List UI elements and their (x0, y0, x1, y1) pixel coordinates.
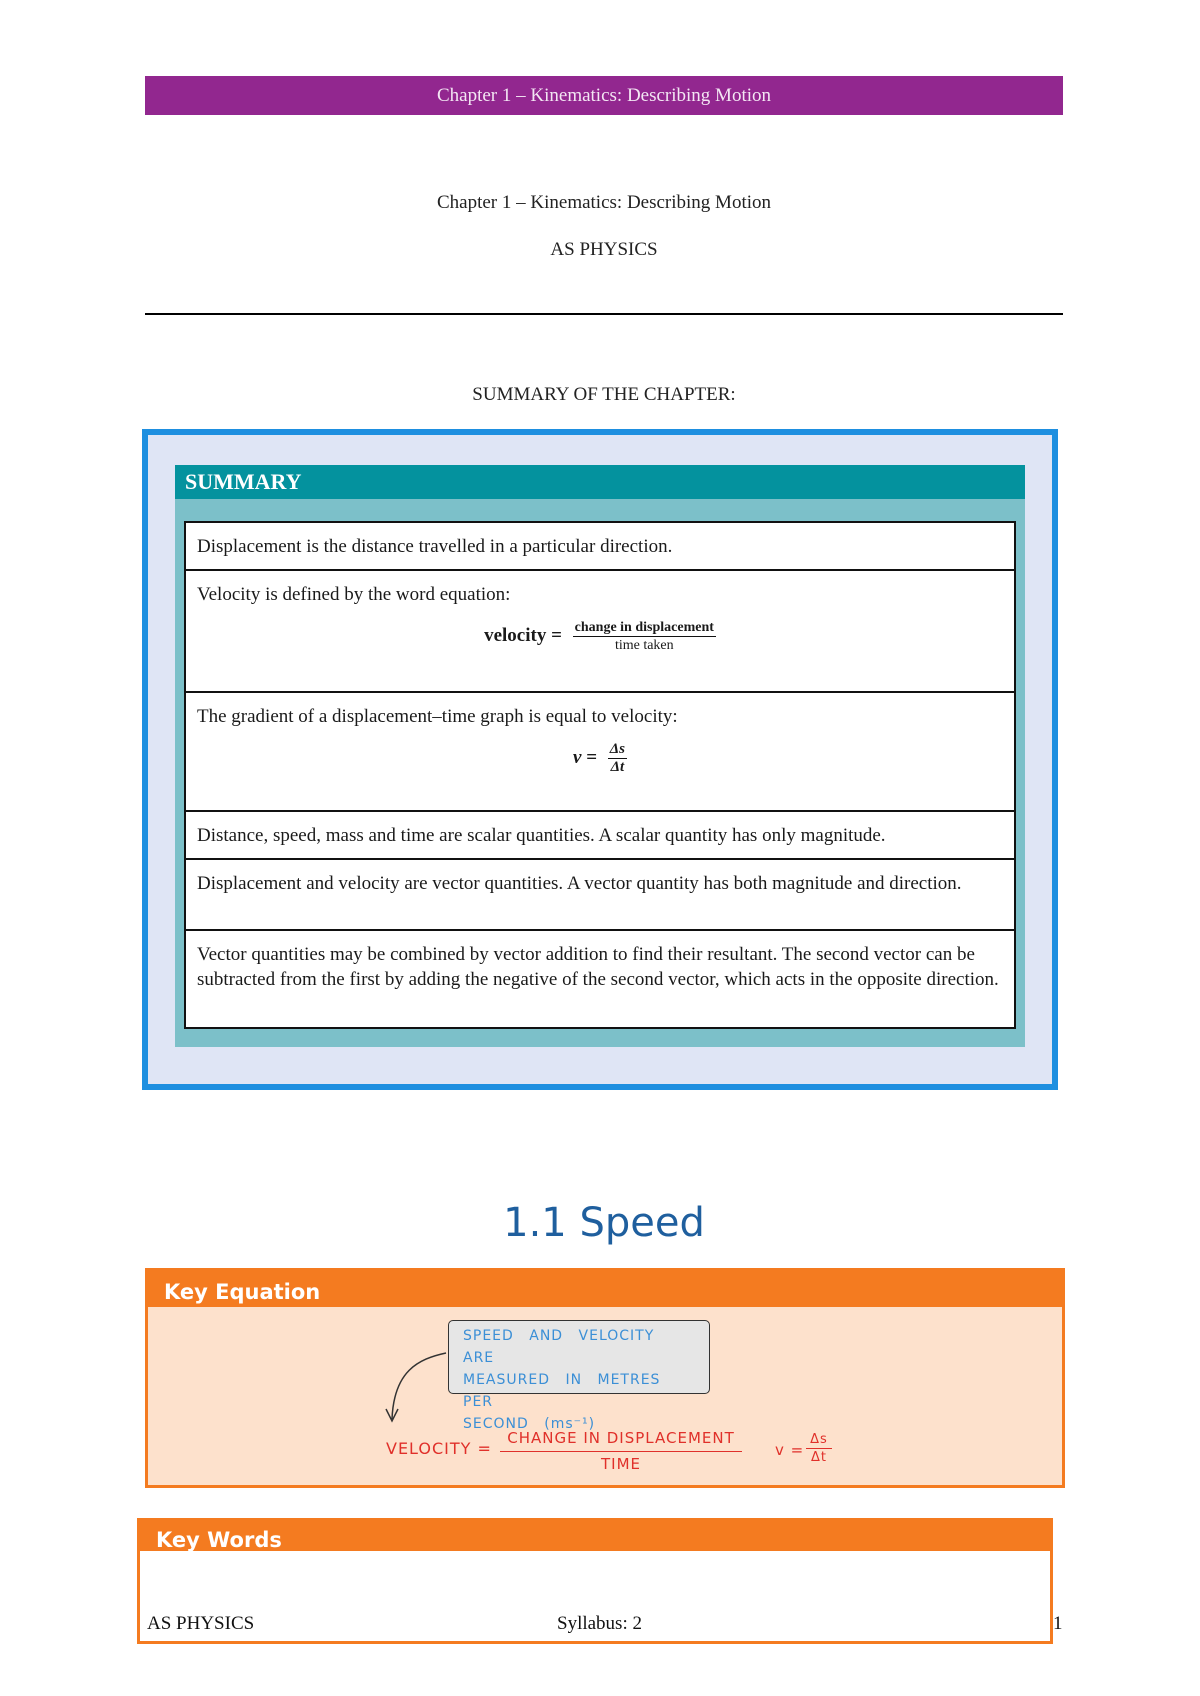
summary-row-text: Displacement is the distance travelled in a particular direction. (197, 536, 673, 557)
units-note-line: MEASURED IN METRES PER (463, 1372, 661, 1410)
summary-title: SUMMARY (175, 465, 1025, 499)
summary-row-text: Displacement and velocity are vector quantities. A vector quantity has both magnitude and direction. (197, 873, 962, 894)
summary-row-text: Velocity is defined by the word equation: (197, 584, 511, 605)
equation-denominator: TIME (600, 1455, 641, 1473)
gradient-eq-lhs: v = (572, 746, 597, 768)
page-number: 1 (1053, 1613, 1063, 1634)
summary-row (186, 571, 1014, 693)
summary-row (186, 860, 1014, 931)
v-fraction (806, 1431, 832, 1466)
equation-numerator: CHANGE IN DISPLACEMENT (500, 1429, 742, 1452)
velocity-eq-lhs: velocity = (484, 624, 562, 646)
gradient-eq-fraction (608, 741, 627, 776)
gradient-equation (197, 741, 1003, 776)
v-equals-label: v = (775, 1441, 805, 1459)
velocity-eq-numerator: change in displacement (574, 620, 714, 635)
units-note-line: SPEED AND VELOCITY ARE (463, 1328, 655, 1366)
velocity-eq-denominator: time taken (614, 638, 674, 653)
summary-heading: SUMMARY OF THE CHAPTER: (472, 384, 736, 405)
summary-row (186, 812, 1014, 860)
units-note-line: SECOND (ms⁻¹) (463, 1416, 596, 1432)
document-subtitle: AS PHYSICS (550, 239, 658, 260)
velocity-label: VELOCITY = (386, 1439, 492, 1458)
summary-row-text: The gradient of a displacement–time graph is equal to velocity: (197, 706, 678, 727)
summary-row (186, 693, 1014, 812)
summary-figure (142, 429, 1058, 1090)
key-equation-title: Key Equation (148, 1271, 1062, 1307)
gradient-eq-denominator: Δt (610, 759, 625, 775)
section-title: 1.1 Speed (503, 1200, 705, 1246)
summary-table (184, 521, 1016, 1029)
summary-row-text: Vector quantities may be combined by vector addition to find their resultant. The second vector can be subtracted from the first by adding the negative of the second vector, which acts in the opposite direction. (197, 944, 999, 990)
document-title: Chapter 1 – Kinematics: Describing Motion (436, 192, 772, 213)
units-note (448, 1320, 710, 1432)
chapter-header-band: Chapter 1 – Kinematics: Describing Motion (145, 76, 1063, 115)
footer-center: Syllabus: 2 (557, 1613, 642, 1634)
summary-row-text: Distance, speed, mass and time are scalar quantities. A scalar quantity has only magnitude. (197, 825, 886, 846)
v-fraction-numerator: Δs (806, 1431, 832, 1449)
curved-arrow-icon (368, 1341, 468, 1431)
footer-left: AS PHYSICS (147, 1613, 255, 1634)
v-fraction-denominator: Δt (811, 1450, 827, 1465)
key-equation-box (145, 1268, 1065, 1488)
velocity-equation (197, 619, 1003, 654)
horizontal-rule (145, 313, 1063, 315)
gradient-eq-numerator: Δs (609, 741, 625, 757)
summary-row (186, 523, 1014, 571)
summary-row (186, 931, 1014, 1027)
velocity-eq-fraction (573, 619, 716, 654)
key-words-title: Key Words (137, 1518, 1053, 1551)
summary-panel (175, 465, 1025, 1047)
